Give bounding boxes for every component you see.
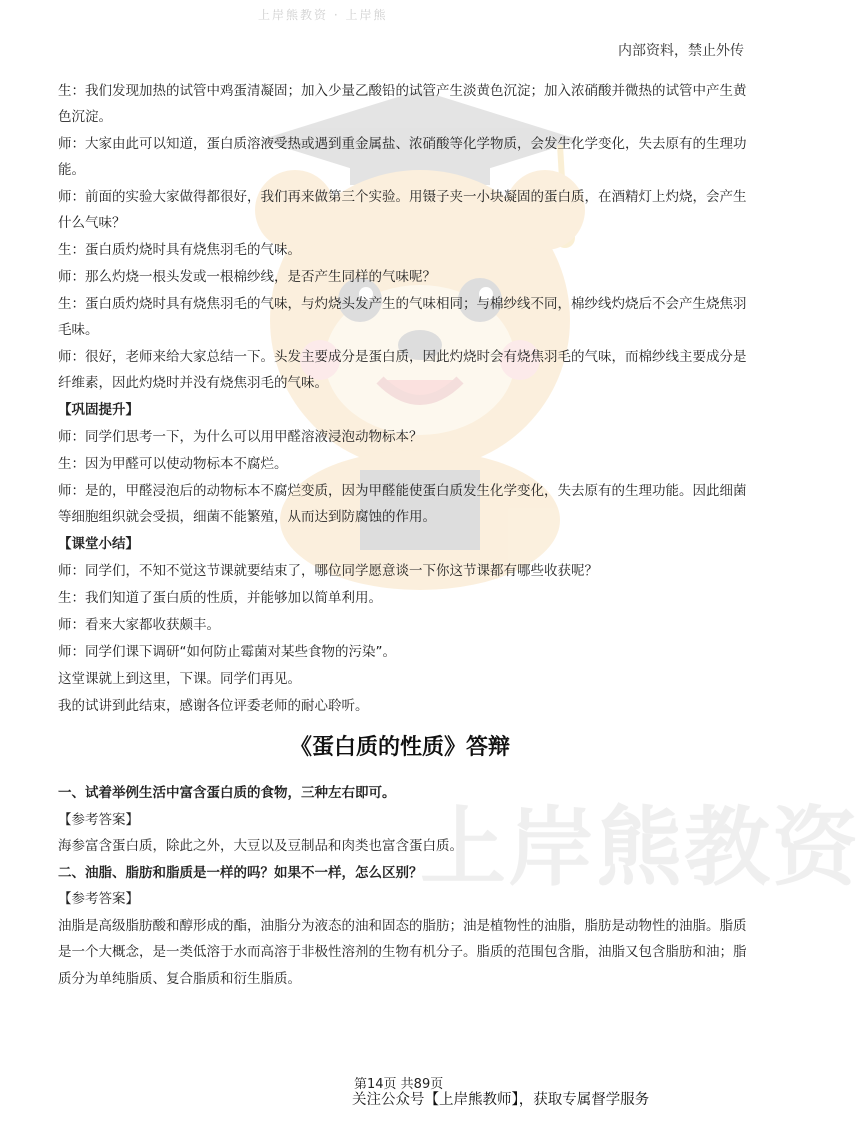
dialogue-line: 师：那么灼烧一根头发或一根棉纱线，是否产生同样的气味呢？: [58, 269, 436, 285]
section-heading-summary: 【课堂小结】: [58, 536, 139, 552]
watermark-text: 上岸熊教资: [420, 798, 860, 898]
dialogue-line: 这堂课就上到这里，下课。同学们再见。: [58, 671, 301, 687]
answer-1: 海参富含蛋白质，除此之外，大豆以及豆制品和肉类也富含蛋白质。: [58, 838, 463, 854]
dialogue-line: 生：我们知道了蛋白质的性质，并能够加以简单利用。: [58, 590, 382, 606]
dialogue-line: 生：我们发现加热的试管中鸡蛋清凝固；加入少量乙酸铅的试管产生淡黄色沉淀；加入浓硝酸并微热的试管中产生黄色沉淀。: [58, 83, 747, 125]
page-number: 第14页 共89页: [354, 1077, 444, 1092]
header-note: 内部资料，禁止外传: [618, 43, 744, 59]
dialogue-line: 师：大家由此可以知道，蛋白质溶液受热或遇到重金属盐、浓硝酸等化学物质，会发生化学变化，失去原有的生理功能。: [58, 136, 747, 178]
dialogue-line: 生：因为甲醛可以使动物标本不腐烂。: [58, 456, 288, 472]
answer-2: 油脂是高级脂肪酸和醇形成的酯，油脂分为液态的油和固态的脂肪；油是植物性的油脂，脂肪是动物性的油脂。脂质是一个大概念，是一类低溶于水而高溶于非极性溶剂的生物有机分子。脂质的范围包含脂，油脂又包含脂肪和油；脂质分为单纯脂质、复合脂质和衍生脂质。: [58, 917, 747, 987]
dialogue-line: 生：蛋白质灼烧时具有烧焦羽毛的气味，与灼烧头发产生的气味相同；与棉纱线不同，棉纱线灼烧后不会产生烧焦羽毛味。: [58, 296, 747, 338]
dialogue-line: 师：前面的实验大家做得都很好，我们再来做第三个实验。用镊子夹一小块凝固的蛋白质，在酒精灯上灼烧，会产生什么气味？: [58, 189, 747, 231]
dialogue-line: 我的试讲到此结束，感谢各位评委老师的耐心聆听。: [58, 698, 369, 714]
dialogue-line: 师：是的，甲醛浸泡后的动物标本不腐烂变质，因为甲醛能使蛋白质发生化学变化，失去原有的生理功能。因此细菌等细胞组织就会受损，细菌不能繁殖，从而达到防腐蚀的作用。: [58, 483, 747, 525]
dialogue-line: 师：同学们思考一下，为什么可以用甲醛溶液浸泡动物标本？: [58, 429, 423, 445]
section-heading-consolidate: 【巩固提升】: [58, 402, 139, 418]
defense-title: 《蛋白质的性质》答辩: [289, 734, 510, 760]
question-2: 二、油脂、脂肪和脂质是一样的吗？如果不一样，怎么区别？: [58, 864, 423, 881]
lecture-transcript: [58, 78, 748, 720]
dialogue-line: 师：看来大家都收获颇丰。: [58, 617, 220, 633]
dialogue-line: 师：很好，老师来给大家总结一下。头发主要成分是蛋白质，因此灼烧时会有烧焦羽毛的气味，而棉纱线主要成分是纤维素，因此灼烧时并没有烧焦羽毛的气味。: [58, 349, 747, 391]
footer-wechat-note: 关注公众号【上岸熊教师】，获取专属督学服务: [352, 1092, 650, 1108]
faded-top-text: 上岸熊教资 · 上岸熊: [258, 8, 388, 22]
defense-qa: [58, 780, 748, 992]
reference-answer-label: 【参考答案】: [58, 811, 139, 828]
dialogue-line: 师：同学们课下调研“如何防止霉菌对某些食物的污染”。: [58, 644, 396, 660]
dialogue-line: 生：蛋白质灼烧时具有烧焦羽毛的气味。: [58, 242, 301, 258]
reference-answer-label: 【参考答案】: [58, 891, 139, 907]
question-1: 一、试着举例生活中富含蛋白质的食物，三种左右即可。: [58, 785, 396, 801]
dialogue-line: 师：同学们，不知不觉这节课就要结束了，哪位同学愿意谈一下你这节课都有哪些收获呢？: [58, 563, 598, 579]
